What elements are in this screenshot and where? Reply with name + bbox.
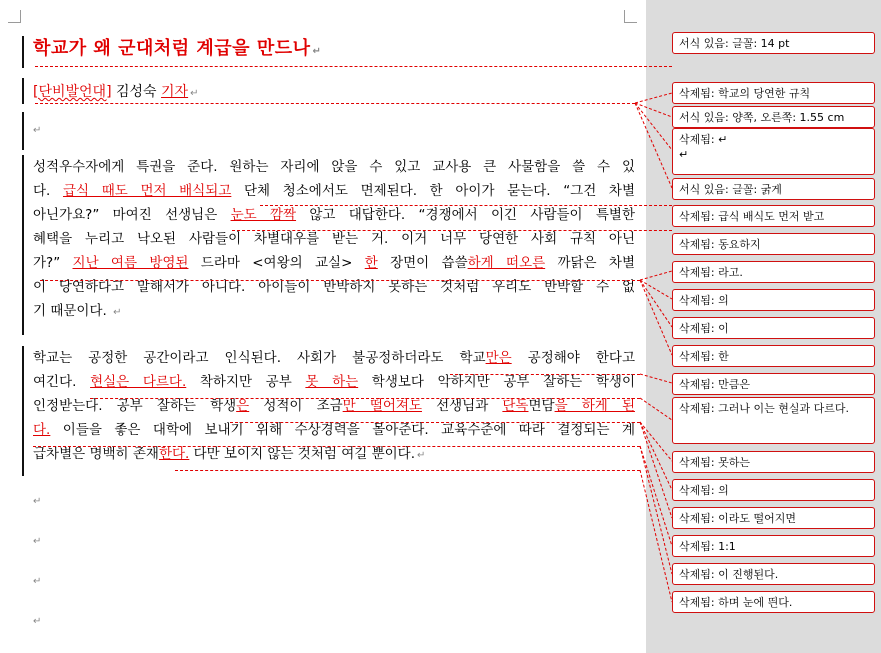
comment-anchor-line [33, 446, 640, 447]
comment-anchor-line [35, 103, 635, 104]
text-run: 선생님과 [421, 398, 503, 414]
revision-balloon-deleted[interactable]: 삭제됨: 학교의 당연한 규칙 [672, 82, 875, 104]
comment-anchor-line [260, 205, 672, 206]
revision-balloon-deleted[interactable]: 삭제됨: 급식 배식도 먼저 받고 [672, 205, 875, 227]
paragraph-mark-icon: ↵ [33, 496, 42, 507]
corner-crop-mark [624, 10, 637, 23]
byline-author: 김성숙 [116, 84, 157, 100]
paragraph-mark-icon: ↵ [33, 536, 42, 547]
text-line[interactable] [33, 275, 635, 299]
title-text: 학교가 왜 군대처럼 계급을 만드나 [33, 38, 311, 59]
revision-balloon-deleted[interactable]: 삭제됨: 라고. [672, 261, 875, 283]
revision-balloon-deleted[interactable]: 삭제됨: 못하는 [672, 451, 875, 473]
revision-balloon-deleted[interactable]: 삭제됨: 한 [672, 345, 875, 367]
revision-balloon-deleted[interactable]: 삭제됨: 이 진행된다. [672, 563, 875, 585]
text-run: 단체 청소에서도 면제된다. 한 아이가 묻는다. “그건 차별 [231, 183, 635, 199]
text-line[interactable] [33, 299, 121, 325]
paragraph-mark-icon: ↵ [33, 125, 42, 136]
inserted-text: 현실은 다르다. [90, 374, 187, 390]
byline-tag: [단비발언대] [33, 84, 112, 100]
text-run: 학교는 공정한 공간이라고 인식된다. 사회가 불공정하더라도 학교 [33, 350, 486, 366]
revision-balloon-deleted[interactable]: 삭제됨: 하며 눈에 띈다. [672, 591, 875, 613]
text-run: 여긴다. [33, 374, 91, 390]
text-run: 까닭은 차별 [545, 255, 636, 271]
change-bar [22, 36, 24, 68]
byline-role: 기자 [161, 84, 189, 100]
comment-anchor-line [230, 422, 640, 423]
inserted-text: 단독 [502, 398, 529, 414]
inserted-text: 다. [33, 422, 51, 438]
paragraph-mark-icon: ↵ [33, 616, 42, 627]
revision-balloon-deleted[interactable]: 삭제됨: 이 [672, 317, 875, 339]
inserted-text: 눈도 깜짝 [230, 207, 297, 223]
inserted-text: 하게 떠오른 [467, 255, 546, 271]
change-bar [22, 112, 24, 150]
inserted-text: 만 떨어져도 [342, 398, 422, 414]
revision-balloon-deleted[interactable]: 삭제됨: 그러나 이는 현실과 다르다. [672, 397, 875, 444]
inserted-text: 못 하는 [305, 374, 359, 390]
corner-crop-mark [8, 10, 21, 23]
inserted-text: 은 [236, 398, 250, 414]
revision-balloon-deleted[interactable]: 삭제됨: 만큼은 [672, 373, 875, 395]
text-line[interactable] [33, 155, 635, 179]
document-title[interactable] [33, 37, 321, 64]
revision-balloon-format[interactable]: 서식 있음: 양쪽, 오른쪽: 1.55 cm [672, 106, 875, 128]
text-run: 기 때문이다. [33, 303, 112, 319]
inserted-text: 만은 [485, 350, 512, 366]
inserted-text: 한 [364, 255, 378, 271]
text-run: 가?” [33, 255, 73, 271]
text-run: 않고 대답한다. “경쟁에서 이긴 사람들이 특별한 [296, 207, 635, 223]
revision-balloon-format[interactable]: 서식 있음: 글꼴: 굵게 [672, 178, 875, 200]
revision-balloon-deleted[interactable]: 삭제됨: 의 [672, 289, 875, 311]
text-run: 이 당연하다고 말해서가 아니다. 아이들이 반박하지 못하는 것처럼 우리도 반박할 수 없 [33, 279, 635, 295]
text-line[interactable] [33, 346, 635, 370]
inserted-text: 지난 여름 방영된 [72, 255, 189, 271]
inserted-text: 한다. [158, 446, 190, 462]
comment-anchor-line [90, 398, 640, 399]
text-line[interactable] [33, 179, 635, 203]
comment-anchor-line [232, 230, 672, 231]
paragraph-mark-icon: ↵ [33, 576, 42, 587]
text-line[interactable] [33, 251, 635, 275]
change-bar [22, 155, 24, 335]
text-run: 혜택을 누리고 낙오된 사람들이 차별대우를 받는 거. 이거 너무 당연한 사회 규칙 아닌 [33, 231, 635, 247]
text-run: 드라마 <여왕의 교실> [188, 255, 365, 271]
revision-balloon-deleted[interactable]: 삭제됨: 1:1 [672, 535, 875, 557]
text-run: 다. [33, 183, 63, 199]
inserted-text: 급식 때도 먼저 배식되고 [62, 183, 232, 199]
change-bar [22, 346, 24, 476]
revision-balloon-format[interactable]: 서식 있음: 글꼴: 14 pt [672, 32, 875, 54]
paragraph-mark-icon: ↵ [190, 88, 199, 99]
text-line[interactable] [33, 203, 635, 227]
revision-balloon-deleted[interactable]: 삭제됨: 동요하지 [672, 233, 875, 255]
text-run: 성적우수자에게 특권을 준다. 원하는 자리에 앉을 수 있고 교사용 큰 사물함을 쓸 수 있 [33, 159, 635, 175]
text-run: 이들을 좋은 대학에 보내기 위해 수상경력을 몰아준다. 교육수준에 따라 결정되는 계 [50, 422, 635, 438]
text-run: 다만 보이지 않는 것처럼 여길 뿐이다. [189, 446, 415, 462]
text-run: 급차별은 명백히 존재 [33, 446, 159, 462]
paragraph-mark-icon: ↵ [312, 46, 322, 57]
inserted-text: 을 하게 된 [554, 398, 635, 414]
text-run: 장면이 씁쓸 [377, 255, 468, 271]
text-run: 착하지만 공부 [186, 374, 306, 390]
text-run: 아닌가요?” 마여진 선생님은 [33, 207, 231, 223]
revision-balloon-deleted[interactable]: 삭제됨: ↵ ↵ [672, 128, 875, 175]
revision-balloon-deleted[interactable]: 삭제됨: 의 [672, 479, 875, 501]
comment-anchor-line [175, 470, 640, 471]
comment-anchor-line [450, 374, 640, 375]
text-run: 학생보다 악하지만 공부 잘하는 학생이 [358, 374, 635, 390]
paragraph-mark-icon: ↵ [416, 450, 426, 461]
change-bar [22, 78, 24, 104]
comment-anchor-line [35, 66, 672, 67]
text-run: 면담 [528, 398, 555, 414]
comment-anchor-line [40, 280, 640, 281]
paragraph-mark-icon: ↵ [113, 307, 122, 318]
text-run: 공정해야 한다고 [511, 350, 635, 366]
text-run: 성적이 조금 [249, 398, 343, 414]
revision-balloon-deleted[interactable]: 삭제됨: 이라도 떨어지면 [672, 507, 875, 529]
text-run: 인정받는다. 공부 잘하는 학생 [33, 398, 237, 414]
